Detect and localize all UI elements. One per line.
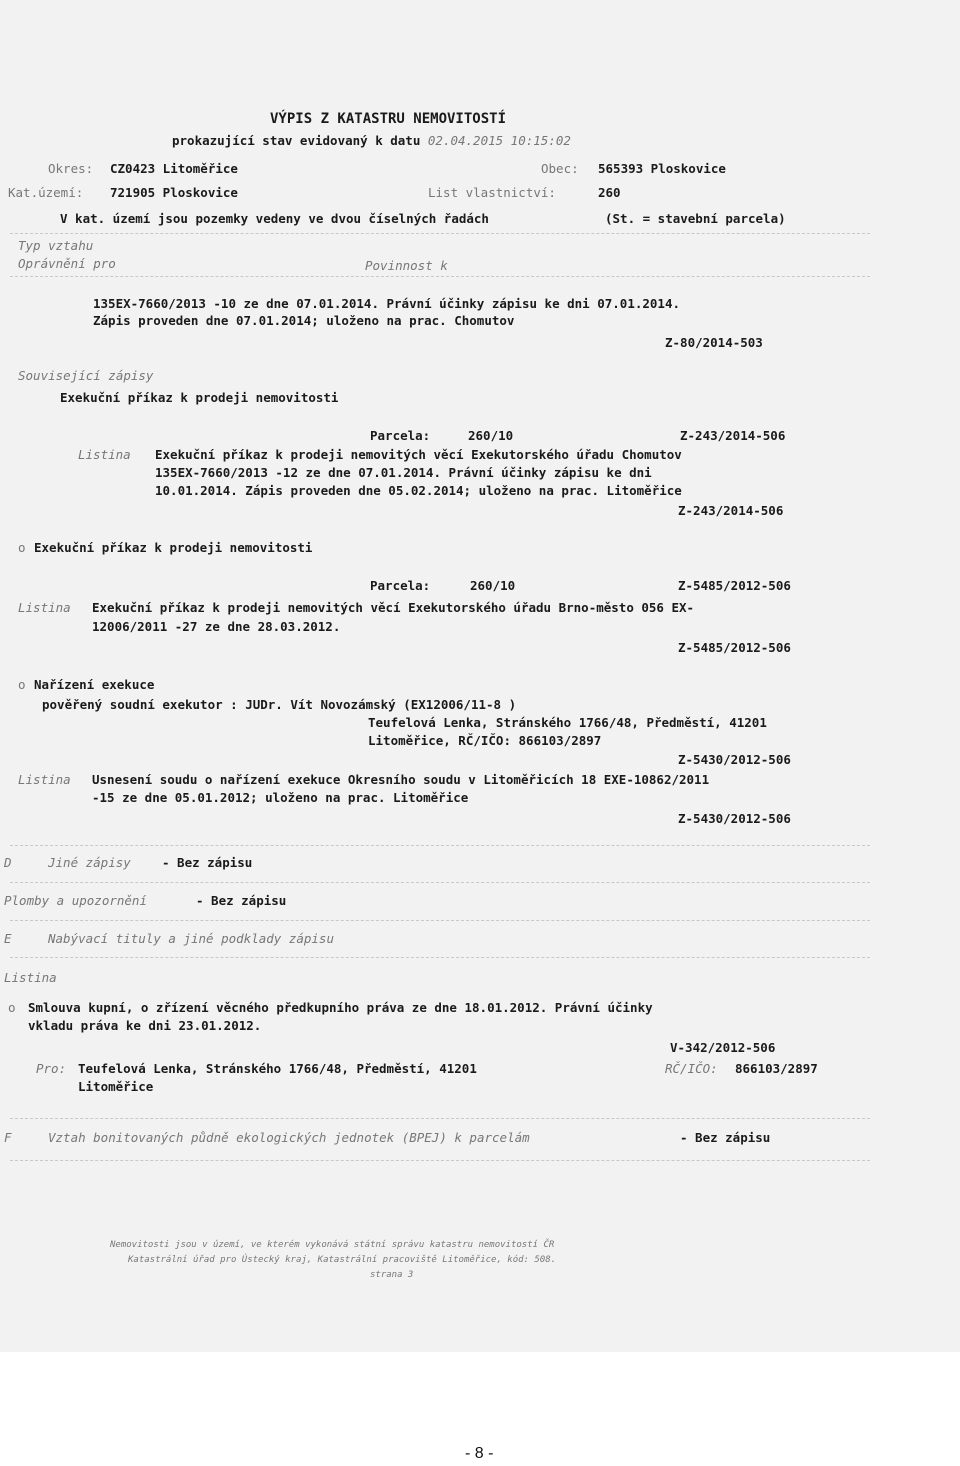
okres-value: CZ0423 Litoměřice [110, 161, 238, 176]
section-e-letter: E [4, 931, 12, 946]
subtitle-date: 02.04.2015 10:15:02 [427, 133, 571, 148]
plomby-label: Plomby a upozornění [4, 893, 147, 908]
divider [10, 845, 870, 846]
section-f-letter: F [4, 1130, 12, 1145]
s1-listina-ref: Z-243/2014-506 [678, 503, 784, 518]
entry1-ref: Z-80/2014-503 [665, 335, 763, 350]
s2-parcela-value: 260/10 [470, 578, 516, 593]
s1-parcela-ref: Z-243/2014-506 [680, 428, 786, 443]
subtitle-prefix: prokazující stav evidovaný k datu [172, 133, 421, 148]
okres-label: Okres: [48, 161, 94, 176]
section-e-label: Nabývací tituly a jiné podklady zápisu [48, 931, 334, 946]
s2-listina-line1: Exekuční příkaz k prodeji nemovitých věcí Exekutorského úřadu Brno-město 056 EX- [92, 600, 695, 615]
s2-bullet: o [18, 540, 26, 555]
povinnost-k-label: Povinnost k [365, 258, 448, 273]
pro-label: Pro: [36, 1061, 67, 1076]
s2-listina-label: Listina [18, 600, 71, 615]
s2-parcela-ref: Z-5485/2012-506 [678, 578, 791, 593]
s3-title: Nařízení exekuce [34, 677, 155, 692]
divider [10, 882, 870, 883]
divider [10, 233, 870, 234]
divider [10, 276, 870, 277]
s1-parcela-label: Parcela: [370, 428, 431, 443]
section-d-letter: D [4, 855, 12, 870]
section-f-label: Vztah bonitovaných půdně ekologických jednotek (BPEJ) k parcelám [48, 1130, 530, 1145]
entry1-line1: 135EX-7660/2013 -10 ze dne 07.01.2014. Právní účinky zápisu ke dni 07.01.2014. [93, 296, 680, 311]
obec-label: Obec: [541, 161, 579, 176]
s1-parcela-value: 260/10 [468, 428, 514, 443]
rc-label: RČ/IČO: [665, 1061, 718, 1076]
s3-bullet: o [18, 677, 26, 692]
document-subtitle [172, 133, 571, 148]
pro-line2: Litoměřice [78, 1079, 154, 1094]
footer-line2: Katastrální úřad pro Ústecký kraj, Katastrální pracoviště Litoměřice, kód: 508. [128, 1255, 557, 1265]
katuzemi-value: 721905 Ploskovice [110, 185, 238, 200]
s1-listina-line1: Exekuční příkaz k prodeji nemovitých věcí Exekutorského úřadu Chomutov [155, 447, 682, 462]
document-title: VÝPIS Z KATASTRU NEMOVITOSTÍ [270, 111, 507, 127]
s2-parcela-label: Parcela: [370, 578, 431, 593]
section-e-ref: V-342/2012-506 [670, 1040, 776, 1055]
katuzemi-label: Kat.území: [8, 185, 84, 200]
s3-listina-line1: Usnesení soudu o nařízení exekuce Okresního soudu v Litoměřicích 18 EXE-10862/2011 [92, 772, 710, 787]
section-e-bullet: o [8, 1000, 16, 1015]
lv-value: 260 [598, 185, 621, 200]
entry1-line2: Zápis proveden dne 07.01.2014; uloženo na prac. Chomutov [93, 313, 515, 328]
stavebni-parcela-note: (St. = stavební parcela) [605, 211, 786, 226]
section-f-value: - Bez zápisu [680, 1130, 771, 1145]
souvisejici-zapisy-label: Související zápisy [18, 368, 154, 383]
obec-value: 565393 Ploskovice [598, 161, 726, 176]
typ-vztahu-label: Typ vztahu [18, 238, 94, 253]
footer-page-label: strana 3 [370, 1270, 414, 1280]
parcel-series-note: V kat. území jsou pozemky vedeny ve dvou číselných řadách [60, 211, 489, 226]
s2-listina-line2: 12006/2011 -27 ze dne 28.03.2012. [92, 619, 341, 634]
pro-line1: Teufelová Lenka, Stránského 1766/48, Předměstí, 41201 [78, 1061, 477, 1076]
s2-listina-ref: Z-5485/2012-506 [678, 640, 791, 655]
s3-listina-label: Listina [18, 772, 71, 787]
s1-title: Exekuční příkaz k prodeji nemovitosti [60, 390, 339, 405]
s1-listina-line2: 135EX-7660/2013 -12 ze dne 07.01.2014. Právní účinky zápisu ke dni [155, 465, 652, 480]
section-e-line2: vkladu práva ke dni 23.01.2012. [28, 1018, 262, 1033]
s2-title: Exekuční příkaz k prodeji nemovitosti [34, 540, 313, 555]
section-e-line1: Smlouva kupní, o zřízení věcného předkupního práva ze dne 18.01.2012. Právní účinky [28, 1000, 653, 1015]
divider [10, 920, 870, 921]
footer-line1: Nemovitosti jsou v území, ve kterém vykonává státní správu katastru nemovitostí ČR [110, 1240, 555, 1250]
divider [10, 1118, 870, 1119]
s1-listina-line3: 10.01.2014. Zápis proveden dne 05.02.2014; uloženo na prac. Litoměřice [155, 483, 682, 498]
s3-ref: Z-5430/2012-506 [678, 752, 791, 767]
section-d-value: - Bez zápisu [162, 855, 253, 870]
divider [10, 1160, 870, 1161]
lv-label: List vlastnictví: [428, 185, 556, 200]
s3-listina-ref: Z-5430/2012-506 [678, 811, 791, 826]
rc-value: 866103/2897 [735, 1061, 818, 1076]
s3-exekutor-line: pověřený soudní exekutor : JUDr. Vít Novozámský (EX12006/11-8 ) [42, 697, 517, 712]
plomby-value: - Bez zápisu [196, 893, 287, 908]
s1-listina-label: Listina [78, 447, 131, 462]
opravneni-pro-label: Oprávnění pro [18, 256, 116, 271]
section-e-listina-label: Listina [4, 970, 57, 985]
page-number: - 8 - [465, 1445, 494, 1462]
section-d-label: Jiné zápisy [48, 855, 131, 870]
s3-line3: Litoměřice, RČ/IČO: 866103/2897 [368, 733, 602, 748]
divider [10, 957, 870, 958]
s3-line2: Teufelová Lenka, Stránského 1766/48, Předměstí, 41201 [368, 715, 767, 730]
s3-listina-line2: -15 ze dne 05.01.2012; uloženo na prac. Litoměřice [92, 790, 469, 805]
